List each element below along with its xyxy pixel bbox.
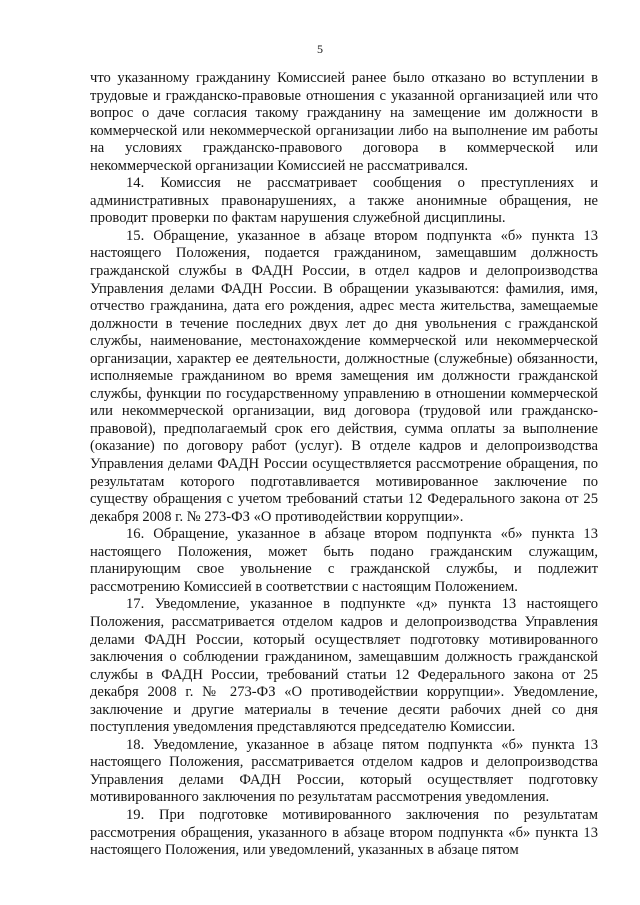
paragraph-17: 17. Уведомление, указанное в подпункте «д» пункта 13 настоящего Положения, рассматривается отделом кадров и делопроизводства Управления делами ФАДН России, который осуществляет подготовку мотивированного заключения о соблюдении гражданином, замещавшим должность гражданской службы в ФАДН России, требований статьи 12 Федерального закона от 25 декабря 2008 г. № 273-ФЗ «О противодействии коррупции». Уведомление, заключение и другие материалы в течение десяти рабочих дней со дня поступления уведомления представляются председателю Комиссии. [90,596,598,736]
paragraph-18: 18. Уведомление, указанное в абзаце пятом подпункта «б» пункта 13 настоящего Положения, рассматривается отделом кадров и делопроизводства Управления делами ФАДН России, который осуществляет подготовку мотивированного заключения по результатам рассмотрения уведомления. [90,736,598,806]
paragraph-14: 14. Комиссия не рассматривает сообщения о преступлениях и административных правонарушениях, а также анонимные обращения, не проводит проверки по фактам нарушения служебной дисциплины. [90,175,598,227]
paragraph-15: 15. Обращение, указанное в абзаце втором подпункта «б» пункта 13 настоящего Положения, подается гражданином, замещавшим должность гражданской службы в ФАДН России, в отдел кадров и делопроизводства Управления делами ФАДН России. В обращении указываются: фамилия, имя, отчество гражданина, дата его рождения, адрес места жительства, замещаемые должности в течение последних двух лет до дня увольнения с гражданской службы, наименование, местонахождение коммерческой или некоммерческой организации, характер ее деятельности, должностные (служебные) обязанности, исполняемые гражданином во время замещения им должности гражданской службы, функции по государственному управлению в отношении коммерческой или некоммерческой организации, вид договора (трудовой или гражданско-правовой), предполагаемый срок его действия, сумма оплаты за выполнение (оказание) по договору работ (услуг). В отделе кадров и делопроизводства Управления делами ФАДН России осуществляется рассмотрение обращения, по результатам которого подготавливается мотивированное заключение по существу обращения с учетом требований статьи 12 Федерального закона от 25 декабря 2008 г. № 273-ФЗ «О противодействии коррупции». [90,227,598,525]
paragraph-continuation: что указанному гражданину Комиссией ранее было отказано во вступлении в трудовые и гражданско-правовые отношения с указанной организацией или что вопрос о даче согласия такому гражданину на замещение им должности в коммерческой или некоммерческой организации либо на выполнение им работы на условиях гражданско-правового договора в коммерческой или некоммерческой организации Комиссией не рассматривался. [90,70,598,174]
page-number: 5 [317,42,323,56]
document-body [90,70,598,860]
paragraph-19: 19. При подготовке мотивированного заключения по результатам рассмотрения обращения, указанного в абзаце втором подпункта «б» пункта 13 настоящего Положения, или уведомлений, указанных в абзаце пятом [90,806,598,859]
paragraph-16: 16. Обращение, указанное в абзаце втором подпункта «б» пункта 13 настоящего Положения, может быть подано гражданским служащим, планирующим свое увольнение с гражданской службы, и подлежит рассмотрению Комиссией в соответствии с настоящим Положением. [90,526,598,595]
